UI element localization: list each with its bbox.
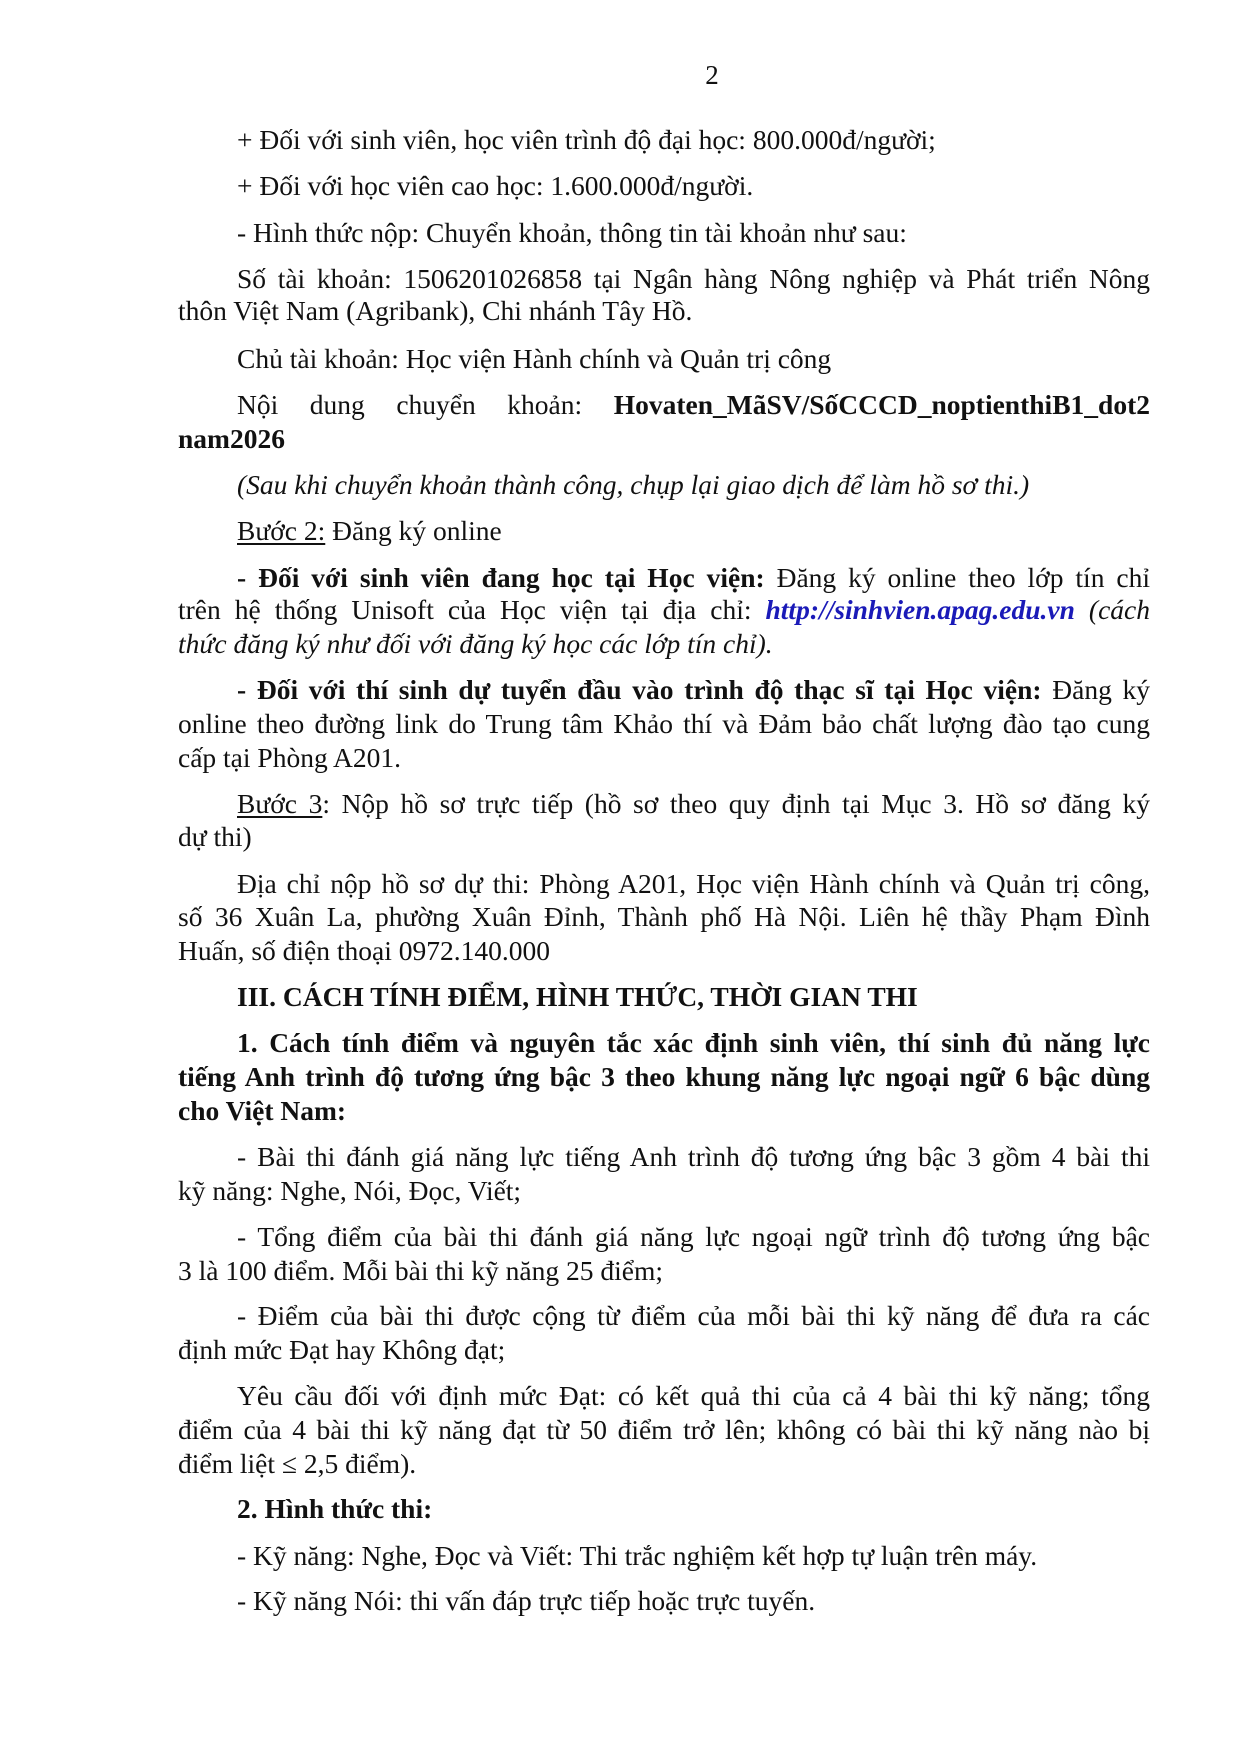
scoring-p3-line1: - Điểm của bài thi được cộng từ điểm của mỗi bài thi kỹ năng để đưa ra các	[237, 1300, 1150, 1331]
transfer-content-label: Nội dung chuyển khoản:	[237, 389, 583, 420]
fee-graduate: + Đối với học viên cao học: 1.600.000đ/người.	[237, 170, 754, 201]
step2-students-bold: - Đối với sinh viên đang học tại Học viện:	[237, 562, 765, 593]
subsection1-line3: cho Việt Nam:	[178, 1095, 347, 1126]
address-line2: số 36 Xuân La, phường Xuân Đỉnh, Thành phố Hà Nội. Liên hệ thầy Phạm Đình	[178, 901, 1150, 932]
scoring-p2-line1: - Tổng điểm của bài thi đánh giá năng lực ngoại ngữ trình độ tương ứng bậc	[237, 1221, 1150, 1252]
subsection1-line2: tiếng Anh trình độ tương ứng bậc 3 theo khung năng lực ngoại ngữ 6 bậc dùng	[178, 1061, 1150, 1092]
step2-title: Đăng ký online	[325, 515, 502, 546]
scoring-p3-line2: định mức Đạt hay Không đạt;	[178, 1334, 506, 1365]
section3-heading: III. CÁCH TÍNH ĐIỂM, HÌNH THỨC, THỜI GIAN THI	[237, 981, 918, 1012]
step2-candidates-line2: online theo đường link do Trung tâm Khảo thí và Đảm bảo chất lượng đào tạo cung	[178, 708, 1150, 739]
account-number-line1: Số tài khoản: 1506201026858 tại Ngân hàng Nông nghiệp và Phát triển Nông	[237, 263, 1150, 294]
address-line1: Địa chỉ nộp hồ sơ dự thi: Phòng A201, Học viện Hành chính và Quản trị công,	[237, 868, 1150, 899]
step2-heading	[237, 516, 1150, 546]
pass-criteria-line2: điểm của 4 bài thi kỹ năng đạt từ 50 điểm trở lên; không có bài thi kỹ năng nào bị	[178, 1414, 1150, 1445]
step2-candidates-text: Đăng ký	[1041, 674, 1150, 705]
step2-students-line1	[237, 563, 1150, 593]
payment-method: - Hình thức nộp: Chuyển khoản, thông tin tài khoản như sau:	[237, 217, 907, 248]
step2-students-text: Đăng ký online theo lớp tín chỉ	[764, 562, 1150, 593]
step3-label: Bước 3	[237, 788, 323, 819]
unisoft-link[interactable]: http://sinhvien.apag.edu.vn	[765, 594, 1075, 625]
step2-students-line3: thức đăng ký như đối với đăng ký học các lớp tín chỉ).	[178, 628, 773, 659]
step2-candidates-bold: - Đối với thí sinh dự tuyển đầu vào trình độ thạc sĩ tại Học viện:	[237, 674, 1042, 705]
fee-undergrad: + Đối với sinh viên, học viên trình độ đại học: 800.000đ/người;	[237, 124, 936, 155]
step2-students-line2	[178, 595, 1150, 625]
step3-line2: dự thi)	[178, 821, 252, 852]
exam-format-1: - Kỹ năng: Nghe, Đọc và Viết: Thi trắc nghiệm kết hợp tự luận trên máy.	[237, 1540, 1038, 1571]
pass-criteria-line3: điểm liệt ≤ 2,5 điểm).	[178, 1448, 417, 1479]
transfer-content-value: Hovaten_MãSV/SốCCCD_noptienthiB1_dot2	[613, 389, 1150, 420]
transfer-content-value-cont: nam2026	[178, 423, 285, 454]
scoring-p1-line1: - Bài thi đánh giá năng lực tiếng Anh trình độ tương ứng bậc 3 gồm 4 bài thi	[237, 1141, 1150, 1172]
scoring-p2-line2: 3 là 100 điểm. Mỗi bài thi kỹ năng 25 điểm;	[178, 1255, 664, 1286]
step3-line1	[237, 789, 1150, 819]
exam-format-2: - Kỹ năng Nói: thi vấn đáp trực tiếp hoặc trực tuyến.	[237, 1585, 816, 1616]
subsection1-line1: 1. Cách tính điểm và nguyên tắc xác định sinh viên, thí sinh đủ năng lực	[237, 1027, 1150, 1058]
subsection2-heading: 2. Hình thức thi:	[237, 1493, 433, 1524]
address-line3: Huấn, số điện thoại 0972.140.000	[178, 935, 550, 966]
account-holder: Chủ tài khoản: Học viện Hành chính và Quản trị công	[237, 343, 832, 374]
step2-students-text2: trên hệ thống Unisoft của Học viện tại địa chỉ:	[178, 594, 766, 625]
transfer-content	[237, 390, 1150, 420]
step3-text: : Nộp hồ sơ trực tiếp (hồ sơ theo quy định tại Mục 3. Hồ sơ đăng ký	[322, 788, 1150, 819]
transfer-note: (Sau khi chuyển khoản thành công, chụp lại giao dịch để làm hồ sơ thi.)	[237, 469, 1030, 500]
step2-label: Bước 2:	[237, 515, 326, 546]
step2-candidates-line1	[237, 675, 1150, 705]
scoring-p1-line2: kỹ năng: Nghe, Nói, Đọc, Viết;	[178, 1175, 522, 1206]
step2-students-italic: (cách	[1074, 594, 1150, 625]
step2-candidates-line3: cấp tại Phòng A201.	[178, 742, 402, 773]
account-number-line2: thôn Việt Nam (Agribank), Chi nhánh Tây Hồ.	[178, 295, 693, 326]
pass-criteria-line1: Yêu cầu đối với định mức Đạt: có kết quả thi của cả 4 bài thi kỹ năng; tổng	[237, 1380, 1150, 1411]
page-number: 2	[705, 60, 719, 90]
